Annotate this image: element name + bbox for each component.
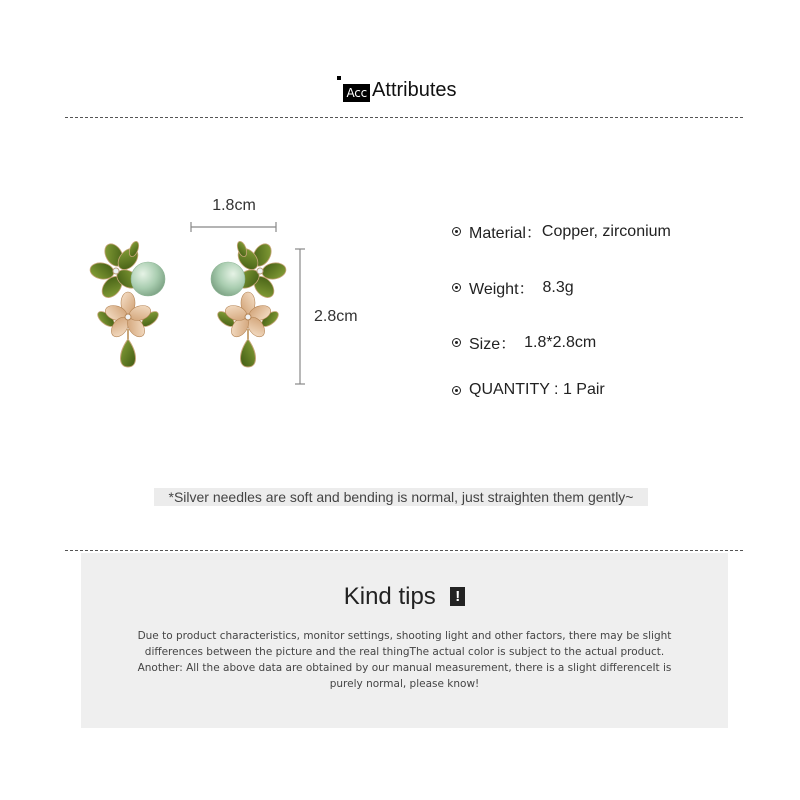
tips-line: Due to product characteristics, monitor settings, shooting light and other factors, there may be slight bbox=[137, 630, 672, 642]
spec-label: Weight： bbox=[469, 281, 535, 298]
spec-value: Copper, zirconium bbox=[541, 222, 671, 240]
care-note: *Silver needles are soft and bending is normal, just straighten them gently~ bbox=[154, 488, 648, 506]
tips-title: Kind tips bbox=[343, 583, 436, 610]
spec-material bbox=[452, 220, 671, 243]
spec-size bbox=[452, 331, 596, 354]
tips-body bbox=[111, 628, 698, 692]
width-dimension-line bbox=[191, 222, 276, 232]
bullet-icon bbox=[452, 386, 461, 395]
height-dimension-line bbox=[295, 249, 305, 384]
bullet-icon bbox=[452, 283, 461, 292]
spec-label: Size： bbox=[469, 336, 517, 353]
spec-value: 1.8*2.8cm bbox=[524, 333, 597, 351]
spec-quantity bbox=[452, 381, 605, 399]
tips-line: differences between the picture and the real thingThe actual color is subject to the actual product. bbox=[144, 646, 665, 658]
spec-label: Material： bbox=[469, 225, 542, 242]
page-title: Attributes bbox=[372, 79, 457, 101]
divider-top bbox=[65, 117, 743, 118]
tips-line: purely normal, please know! bbox=[329, 678, 480, 690]
title-tag: Acc bbox=[343, 84, 370, 102]
divider-bottom bbox=[65, 550, 743, 551]
spec-value: 8.3g bbox=[542, 278, 574, 296]
spec-weight bbox=[452, 276, 574, 299]
warning-icon: ! bbox=[450, 587, 465, 606]
spec-label: QUANTITY : 1 Pair bbox=[469, 381, 605, 398]
tips-line: Another: All the above data are obtained by our manual measurement, there is a slight differenceIt is bbox=[137, 662, 672, 674]
height-label: 2.8cm bbox=[314, 308, 358, 325]
bullet-icon bbox=[452, 227, 461, 236]
title-dot bbox=[337, 76, 341, 80]
earring-right bbox=[211, 240, 287, 367]
section-title bbox=[0, 78, 800, 102]
width-label: 1.8cm bbox=[212, 197, 256, 214]
bullet-icon bbox=[452, 338, 461, 347]
product-image bbox=[88, 195, 378, 395]
kind-tips-panel bbox=[81, 553, 728, 728]
earring-left bbox=[89, 240, 165, 367]
tips-header bbox=[81, 583, 728, 611]
